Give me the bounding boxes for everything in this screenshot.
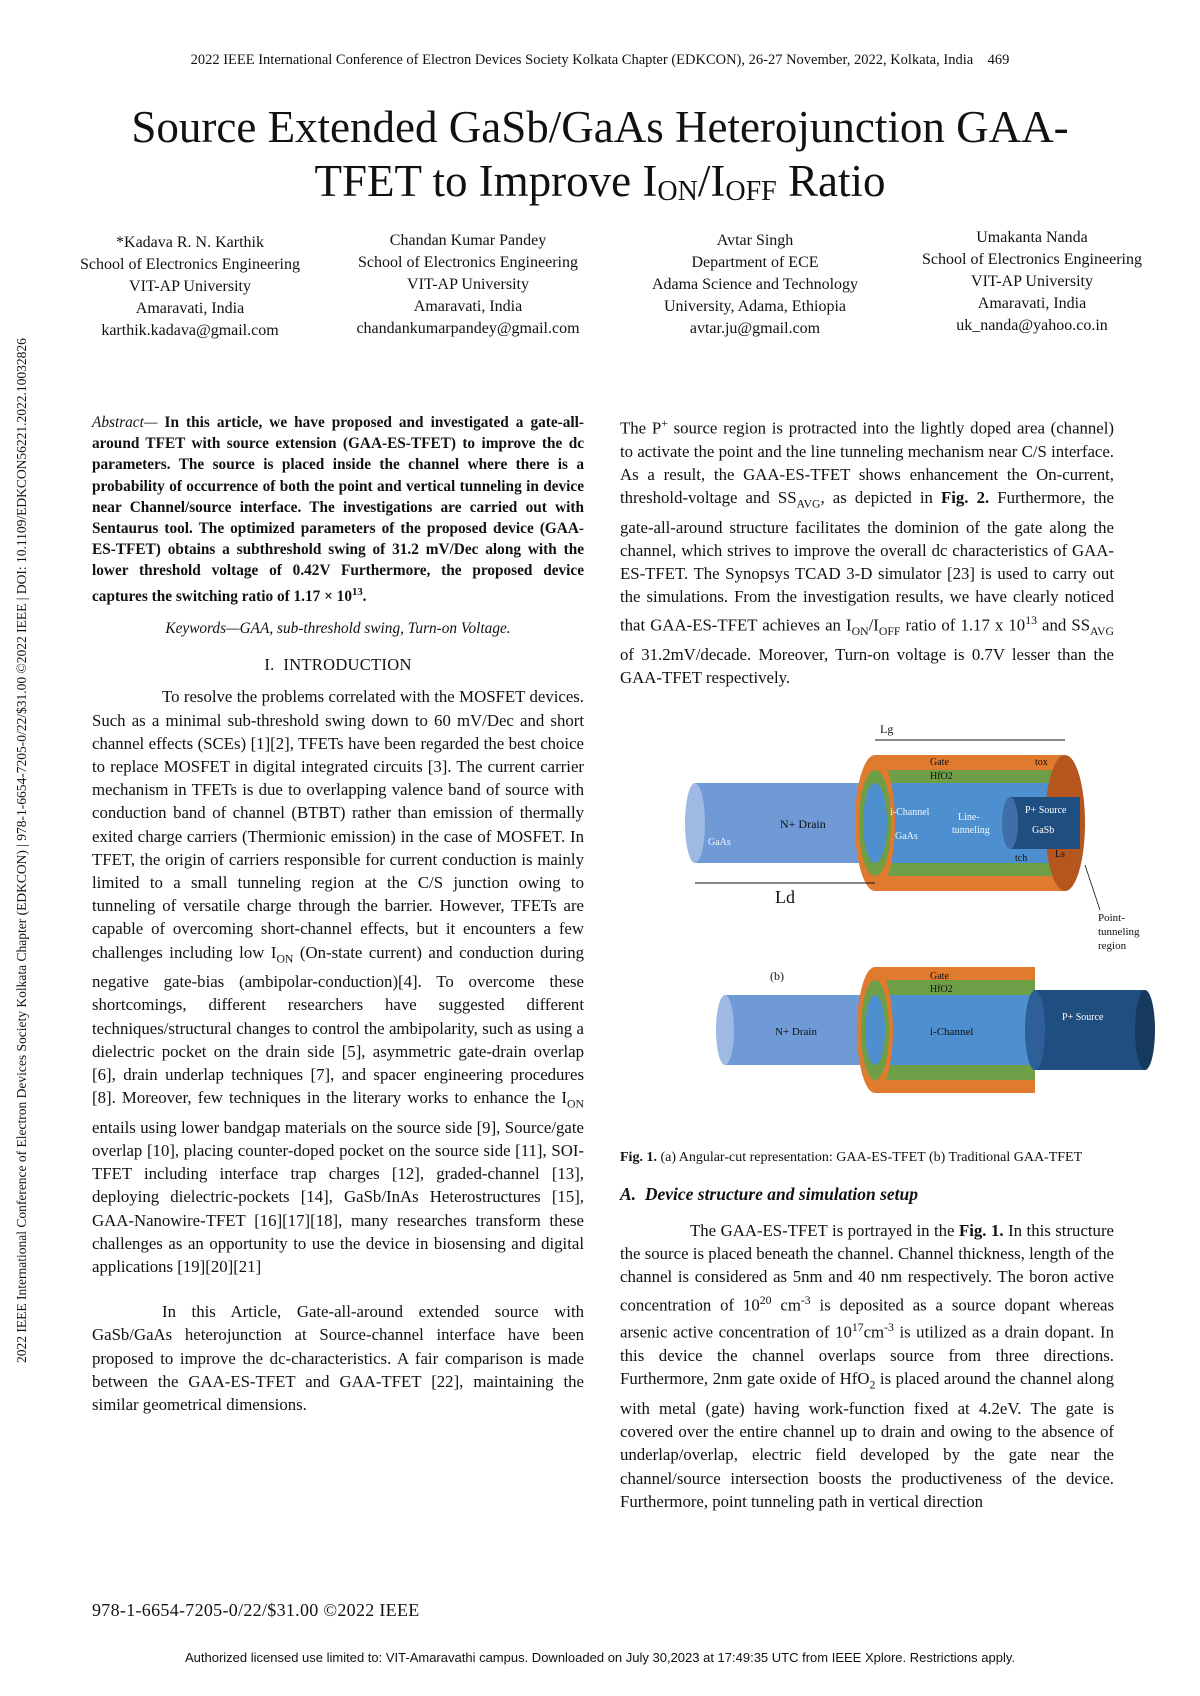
right-paragraph-1: [620, 412, 1114, 689]
text-run: /I: [868, 615, 879, 635]
label-line: Line-: [958, 812, 980, 823]
label-drain-b: N+ Drain: [775, 1026, 817, 1038]
abstract-body: In this article, we have proposed and investigated a gate-all-around TFET with source extension (GAA-ES-TFET) to improve the dc parameters. The source is placed inside the channel where there is a probability of occurrence of both the point and vertical tunneling in device near Channel/source interface. The investigations are carried out with Sentaurus tool. The optimized parameters of the proposed device (GAA-ES-TFET) obtains a subthreshold swing of 31.2 mV/Dec along with the lower threshold voltage of 0.42V Furthermore, the proposed device captures the switching ratio of 1.17 × 10: [92, 414, 585, 605]
abstract-end: .: [362, 587, 367, 605]
author-org: VIT-AP University: [129, 278, 251, 295]
label-ld: Ld: [775, 887, 795, 907]
text-run: is deposited as a source dopant whereas arsenic active concentration of 10: [620, 1295, 1114, 1342]
author-email: avtar.ju@gmail.com: [689, 320, 821, 337]
label-ichannel-b: i-Channel: [930, 1026, 974, 1038]
source-front-b: [1025, 990, 1045, 1070]
author-block-2: [333, 230, 603, 340]
right-column-top: [620, 412, 1114, 689]
label-drain-a: N+ Drain: [780, 817, 826, 831]
left-column: [92, 412, 584, 1416]
sup-exp: -3: [884, 1321, 894, 1335]
channel-front-b: [865, 995, 885, 1065]
title-part: Ratio: [776, 156, 886, 206]
label-lg: Lg: [880, 722, 894, 736]
author-block-1: [55, 232, 325, 342]
title-part: /I: [697, 156, 726, 206]
label-tch: tch: [1015, 853, 1028, 864]
label-tox: tox: [1035, 757, 1048, 768]
author-name: Umakanta Nanda: [976, 229, 1088, 246]
conference-name: 2022 IEEE International Conference of Electron Devices Society Kolkata Chapter (EDKCON), 26-27 November, 2022, Kolkata, India: [190, 52, 974, 68]
label-gaas-channel: GaAs: [895, 831, 918, 842]
text-run: ratio of 1.17 x 10: [900, 615, 1026, 635]
source-end-b: [1135, 990, 1155, 1070]
label-line-tunneling: tunneling: [952, 825, 990, 836]
figure-1-caption: [620, 1148, 1114, 1167]
intro-paragraph-1: [92, 685, 584, 1278]
sup-exp: 13: [1025, 613, 1037, 627]
text-run: cm: [771, 1295, 801, 1315]
paper-title: [60, 100, 1140, 219]
label-gaas-drain: GaAs: [708, 837, 731, 848]
fig-ref: Fig. 1.: [959, 1221, 1004, 1240]
running-header: [0, 52, 1200, 69]
label-source-b: P+ Source: [1062, 1012, 1104, 1023]
author-city: Amaravati, India: [977, 295, 1087, 312]
label-hfo2-b: HfO2: [930, 984, 953, 995]
section-title: INTRODUCTION: [283, 655, 412, 675]
text-run: , as depicted in: [820, 488, 941, 508]
text-run: Furthermore, the gate-all-around structure facilitates the dominion of the gate along the channel, which strives to improve the overall dc characteristics of GAA-ES-TFET. The Synopsys TCAD 3-D simulator [23] is used to carry out the simulations. From the investigation results, we have clearly noticed that GAA-ES-TFET achieves an I: [620, 488, 1114, 635]
text-run: and SS: [1036, 615, 1091, 635]
label-ichannel-a: i-Channel: [890, 807, 930, 818]
label-ls: Ls: [1055, 849, 1065, 860]
source-front-a: [1002, 797, 1018, 849]
label-source-a: P+ Source: [1025, 805, 1067, 816]
text-run: is placed around the channel along with metal (gate) having work-function fixed at 4.2eV. The gate is covered over the entire channel up to drain and owing to the absence of underlap/overlap, electric field developed by the gate near the channel/source intersection boosts the productiveness of the device. Furthermore, point tunneling path in vertical direction: [620, 1369, 1114, 1511]
right-column-bottom: [620, 1219, 1114, 1513]
abstract: [92, 412, 584, 607]
text-run: cm: [863, 1323, 885, 1342]
sub-on: ON: [276, 951, 294, 965]
author-city: Amaravati, India: [413, 298, 523, 315]
author-affiliation: School of Electronics Engineering: [358, 254, 578, 271]
label-point: Point-: [1098, 912, 1125, 924]
author-org: VIT-AP University: [407, 276, 529, 293]
author-name: Chandan Kumar Pandey: [389, 232, 547, 249]
sub-on: ON: [567, 1097, 584, 1111]
text-run: entails using lower bandgap materials on the source side [9], Source/gate overlap [10], placing counter-doped pocket on the source side [11], SOI-TFET including interface trap charges [12], graded-channel [13], deploying dielectric-pockets [14], GaSb/InAs Heterostructures [15], GAA-Nanowire-TFET [16][17][18], many researches transform these challenges as an opportunity to use the device in biosensing and digital applications [19][20][21]: [92, 1117, 584, 1276]
text-run: source region is protracted into the lightly doped area (channel) to activate the point and the line tunneling mechanism near C/S interface. As a result, the GAA-ES-TFET shows enhancement the On-current, threshold-voltage and SS: [620, 418, 1114, 508]
author-email: uk_nanda@yahoo.co.in: [956, 317, 1108, 334]
doi-sidebar: 2022 IEEE International Conference of Electron Devices Society Kolkata Chapter (EDKCON) | 978-1-6654-7205-0/22/$31.00 ©2022 IEEE | DOI: 10.1109/EDKCON56221.2022.10032826: [14, 338, 29, 1363]
author-name: Avtar Singh: [716, 232, 794, 249]
text-run: is utilized as a drain dopant. In this device the channel overlaps source from three directions. Furthermore, 2nm gate oxide of HfO: [620, 1323, 1114, 1389]
subsection-title: Device structure and simulation setup: [644, 1184, 919, 1204]
text-run: The GAA-ES-TFET is portrayed in the: [690, 1221, 959, 1240]
section-number: I.: [264, 655, 275, 675]
sub-on: ON: [851, 624, 869, 638]
text-run: of 31.2mV/decade. Moreover, Turn-on voltage is 0.7V lesser than the GAA-TFET respectively.: [620, 644, 1114, 687]
author-affiliation: School of Electronics Engineering: [922, 251, 1142, 268]
channel-front-a: [863, 783, 887, 863]
text-run: To resolve the problems correlated with the MOSFET devices. Such as a minimal sub-threshold swing down to 60 mV/Dec and short channel effects (SCEs) [1][2], TFETs have been regarded the best choice to replace MOSFET in digital integrated circuits [3]. The current carrier mechanism in TFETs is due to overlapping valence band of source with conduction band of channel (BTBT) rather than emission of thermally exited charge carriers (Thermionic emission) in the case of MOSFET. In TFET, the origin of carriers responsible for current conduction is mainly limited to a small tunneling region at the C/S junction owing to tunneling of versatile charge through the barrier. However, TFETs are capable of overcoming short-channel effects, but it encounters a few challenges including low I: [92, 687, 584, 962]
footer-license: Authorized licensed use limited to: VIT-Amaravathi campus. Downloaded on July 30,2023 at 17:49:35 UTC from IEEE Xplore. Restrictions apply.: [184, 1650, 1015, 1665]
abstract-text: [92, 414, 584, 605]
drain-end-a: [685, 783, 705, 863]
text-run: In this structure the source is placed beneath the channel. Channel thickness, length of the channel is considered as 5nm and 40 nm respectively. The boron active concentration of 10: [620, 1221, 1114, 1315]
sup-exp: 20: [759, 1293, 772, 1307]
sub-two: 2: [869, 1378, 876, 1392]
author-city: Amaravati, India: [135, 300, 245, 317]
label-gasb: GaSb: [1032, 825, 1055, 836]
title-sub-on: ON: [657, 176, 698, 207]
keywords: Keywords—GAA, sub-threshold swing, Turn-on Voltage.: [165, 619, 511, 637]
sup-plus: +: [661, 417, 668, 430]
author-affiliation: Department of ECE: [691, 254, 819, 271]
sup-exp: -3: [800, 1293, 811, 1307]
label-point-tunneling: tunneling: [1098, 926, 1140, 938]
title-line-1: Source Extended GaSb/GaAs Heterojunction GAA-: [131, 102, 1069, 152]
caption-text: (a) Angular-cut representation: GAA-ES-TFET (b) Traditional GAA-TFET: [656, 1150, 1083, 1165]
author-org: VIT-AP University: [971, 273, 1093, 290]
author-city: University, Adama, Ethiopia: [663, 298, 847, 315]
source-region-b: [1035, 990, 1145, 1070]
figure-1-device-structure: [680, 722, 1180, 1140]
sup-exp: 17: [851, 1321, 864, 1335]
author-email: chandankumarpandey@gmail.com: [356, 320, 580, 337]
text-run: The P: [620, 418, 662, 438]
author-block-3: [620, 230, 890, 340]
label-hfo2-a: HfO2: [930, 771, 953, 782]
subsection-label: A.: [620, 1184, 637, 1204]
author-org: Adama Science and Technology: [651, 276, 859, 293]
sub-off: OFF: [878, 624, 901, 638]
section-a-paragraph: [620, 1219, 1114, 1513]
text-run: (On-state current) and conduction during negative gate-bias (ambipolar-conduction)[4]. To overcome these shortcomings, different researchers have suggested different techniques/structural changes to control the ambipolarity, such as using a dielectric pocket on the drain side [5], asymmetric gate-drain overlap [6], drain underlap techniques [7], and spacer engineering procedures [8]. Moreover, few techniques in the literary works to enhance the I: [92, 942, 584, 1108]
point-arrow: [1085, 865, 1100, 910]
label-gate-b: Gate: [930, 971, 949, 982]
title-sub-off: OFF: [725, 176, 777, 207]
title-part: TFET to Improve I: [314, 156, 658, 206]
section-heading-introduction: [92, 653, 584, 676]
author-block-4: [897, 227, 1167, 337]
sub-avg: AVG: [1090, 624, 1114, 638]
author-email: karthik.kadava@gmail.com: [101, 322, 279, 339]
page-number: 469: [987, 52, 1010, 68]
author-affiliation: School of Electronics Engineering: [80, 256, 300, 273]
sub-avg: AVG: [796, 497, 821, 511]
subsection-heading-a: [620, 1184, 918, 1205]
author-name: *Kadava R. N. Karthik: [116, 234, 264, 251]
abstract-label: Abstract—: [92, 414, 158, 431]
fig-ref: Fig. 2.: [941, 488, 990, 508]
label-gate-a: Gate: [930, 757, 949, 768]
title-line-2: [60, 154, 1140, 219]
intro-paragraph-2: In this Article, Gate-all-around extended source with GaSb/GaAs heterojunction at Source-channel interface have been proposed to improve the dc-characteristics. A fair comparison is made between the GAA-ES-TFET and GAA-TFET [22], maintaining the similar geometrical dimensions.: [92, 1302, 584, 1414]
abstract-exp: 13: [351, 585, 363, 598]
label-point-region: region: [1098, 940, 1127, 952]
footer-copyright: 978-1-6654-7205-0/22/$31.00 ©2022 IEEE: [92, 1600, 420, 1620]
panel-b-label: (b): [770, 969, 784, 983]
caption-label: Fig. 1.: [620, 1150, 657, 1165]
drain-end-b: [716, 995, 734, 1065]
